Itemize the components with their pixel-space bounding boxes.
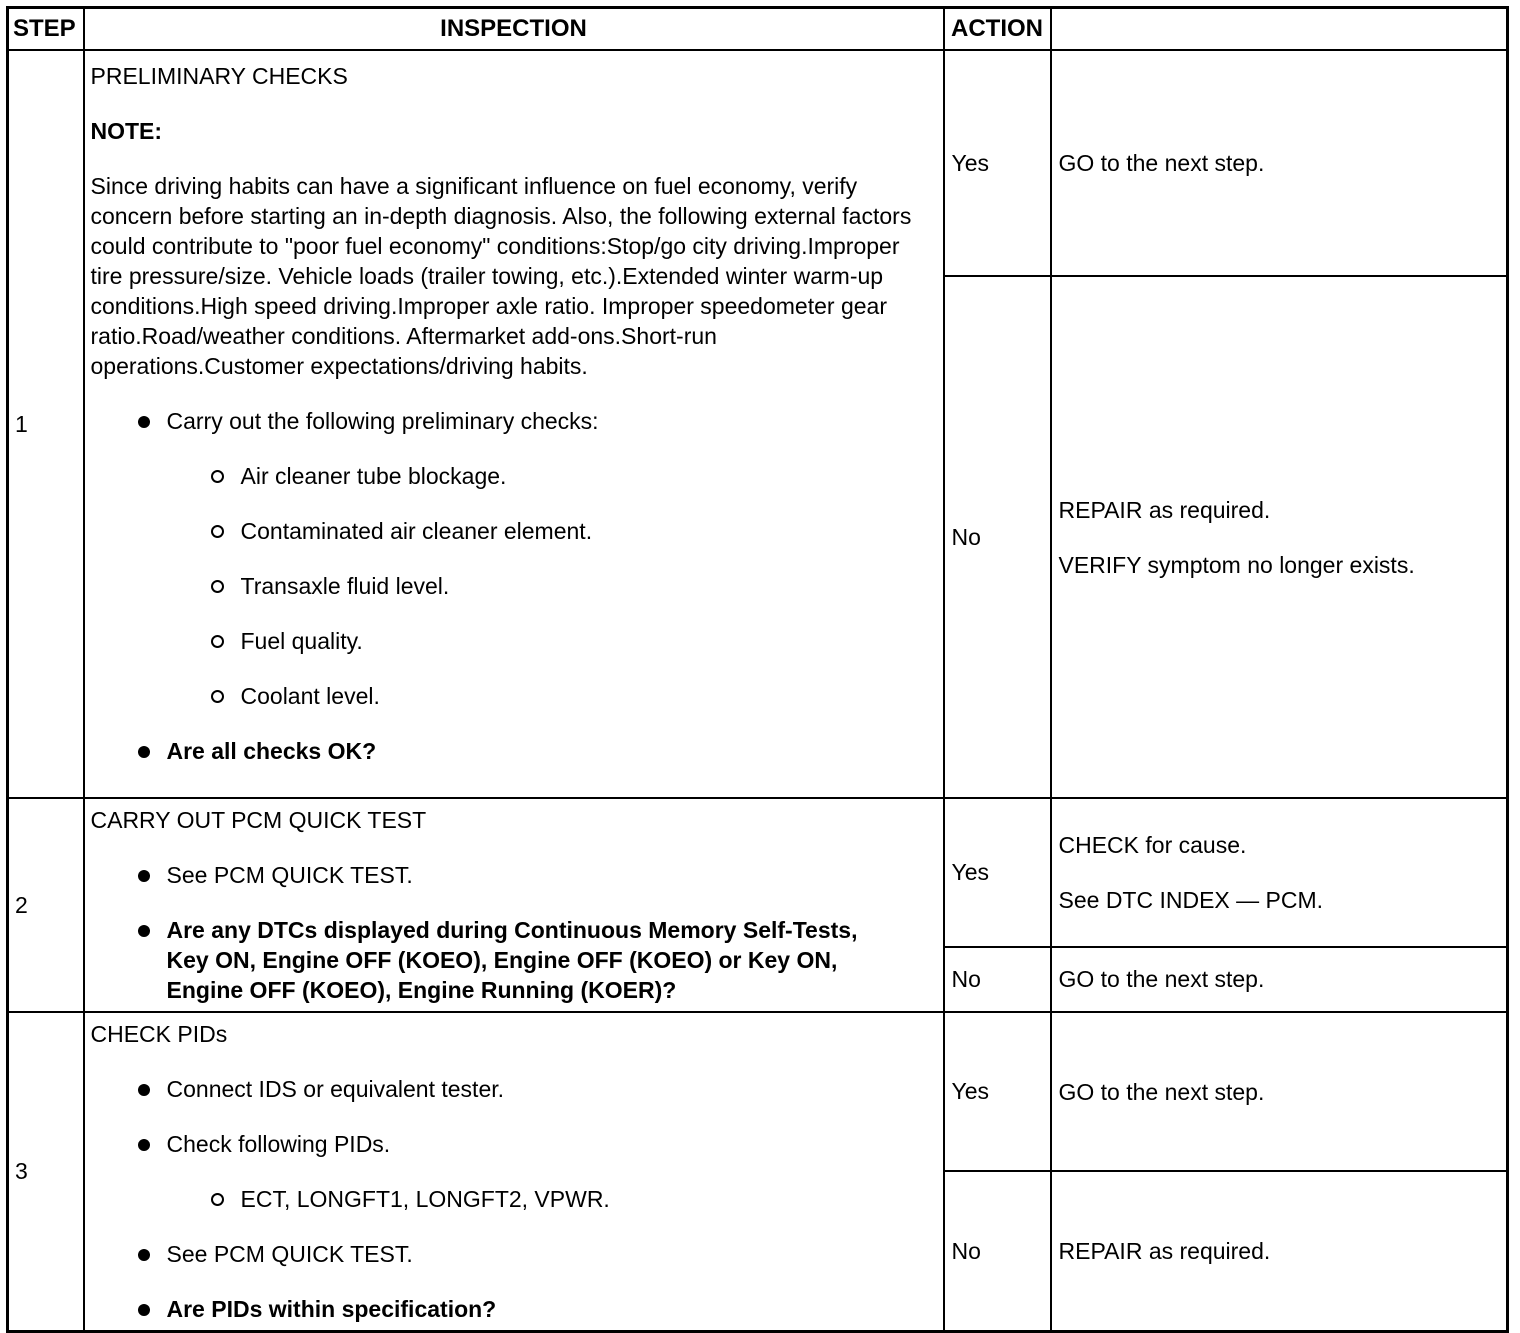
result-header bbox=[1051, 8, 1508, 51]
step-2-no-action: GO to the next step. bbox=[1051, 947, 1508, 1012]
sub-bullet-icon bbox=[211, 580, 224, 593]
step-3-number: 3 bbox=[8, 1012, 84, 1332]
inspection-header: INSPECTION bbox=[84, 8, 944, 51]
step-1-number: 1 bbox=[8, 50, 84, 798]
bullet-text: Carry out the following preliminary checks: bbox=[166, 408, 599, 434]
step-2-yes-action-line-1: CHECK for cause. bbox=[1058, 831, 1247, 858]
bullet-icon bbox=[138, 925, 150, 937]
step-1-no-action bbox=[1051, 276, 1508, 798]
step-3-bullet bbox=[91, 1239, 927, 1269]
step-1-sub-item bbox=[91, 626, 927, 656]
step-2-no-label: No bbox=[944, 947, 1051, 1012]
header-row bbox=[8, 8, 1508, 51]
step-3-yes-action: GO to the next step. bbox=[1051, 1012, 1508, 1171]
bullet-text: See PCM QUICK TEST. bbox=[166, 1241, 413, 1267]
step-2-question bbox=[91, 915, 927, 1005]
step-1-sub-item bbox=[91, 681, 927, 711]
bullet-text: Check following PIDs. bbox=[166, 1131, 391, 1157]
step-2-yes-label: Yes bbox=[944, 798, 1051, 947]
sub-item-text: ECT, LONGFT1, LONGFT2, VPWR. bbox=[240, 1186, 610, 1212]
step-1-sub-item bbox=[91, 461, 927, 491]
step-3-bullet bbox=[91, 1129, 927, 1159]
step-1-sub-item bbox=[91, 516, 927, 546]
step-1-note-text: Since driving habits can have a significant influence on fuel economy, verify concern before starting an in-depth diagnosis. Also, the following external factors could contribute to "poor fuel economy" conditions:Stop/go city driving.Improper tire pressure/size. Vehicle loads (trailer towing, etc.).Extended winter warm-up conditions.High speed driving.Improper axle ratio. Improper speedometer gear ratio.Road/weather conditions. Aftermarket add-ons.Short-run operations.Customer expectations/driving habits. bbox=[90, 173, 912, 379]
diagnostic-table bbox=[6, 6, 1509, 1333]
step-2-number: 2 bbox=[8, 798, 84, 1012]
question-text: Are PIDs within specification? bbox=[166, 1296, 497, 1322]
step-1-yes-action: GO to the next step. bbox=[1051, 50, 1508, 276]
step-3-title: CHECK PIDs bbox=[90, 1021, 228, 1047]
step-1-yes-label: Yes bbox=[944, 50, 1051, 276]
sub-bullet-icon bbox=[211, 690, 224, 703]
step-1-no-label: No bbox=[944, 276, 1051, 798]
step-3-no-label: No bbox=[944, 1171, 1051, 1331]
step-2-yes-row bbox=[8, 798, 1508, 947]
question-text: Are all checks OK? bbox=[166, 738, 377, 764]
bullet-icon bbox=[138, 870, 150, 882]
bullet-icon bbox=[138, 416, 150, 428]
step-1-no-action-line-2: VERIFY symptom no longer exists. bbox=[1058, 551, 1415, 578]
bullet-icon bbox=[138, 1139, 150, 1151]
step-1-question bbox=[91, 736, 927, 766]
sub-item-text: Contaminated air cleaner element. bbox=[240, 518, 593, 544]
sub-item-text: Air cleaner tube blockage. bbox=[240, 463, 507, 489]
step-3-question bbox=[91, 1294, 927, 1324]
step-3-no-action: REPAIR as required. bbox=[1051, 1171, 1508, 1331]
step-3-sub-item bbox=[91, 1184, 927, 1214]
step-3-inspection bbox=[84, 1012, 944, 1332]
step-1-sub-item bbox=[91, 571, 927, 601]
diagnostic-table-sheet bbox=[6, 6, 1509, 1333]
step-2-yes-action-line-2: See DTC INDEX — PCM. bbox=[1058, 886, 1324, 913]
step-header: STEP bbox=[8, 8, 84, 51]
step-1-no-action-line-1: REPAIR as required. bbox=[1058, 496, 1271, 523]
bullet-icon bbox=[138, 1304, 150, 1316]
step-1-note-label: NOTE: bbox=[90, 118, 163, 144]
sub-bullet-icon bbox=[211, 635, 224, 648]
step-2-bullet bbox=[91, 860, 927, 890]
step-3-yes-row bbox=[8, 1012, 1508, 1171]
bullet-icon bbox=[138, 1249, 150, 1261]
question-text: Are any DTCs displayed during Continuous Memory Self-Tests, Key ON, Engine OFF (KOEO), Engine OFF (KOEO) or Key ON, Engine OFF (KOEO), Engine Running (KOER)? bbox=[166, 917, 858, 1003]
bullet-icon bbox=[138, 1084, 150, 1096]
step-3-yes-label: Yes bbox=[944, 1012, 1051, 1171]
sub-item-text: Coolant level. bbox=[240, 683, 380, 709]
sub-bullet-icon bbox=[211, 470, 224, 483]
sub-bullet-icon bbox=[211, 525, 224, 538]
step-1-yes-row bbox=[8, 50, 1508, 276]
bullet-text: See PCM QUICK TEST. bbox=[166, 862, 413, 888]
step-1-inspection bbox=[84, 50, 944, 798]
step-3-bullet bbox=[91, 1074, 927, 1104]
sub-item-text: Transaxle fluid level. bbox=[240, 573, 450, 599]
step-2-title: CARRY OUT PCM QUICK TEST bbox=[90, 807, 427, 833]
sub-bullet-icon bbox=[211, 1193, 224, 1206]
action-header: ACTION bbox=[944, 8, 1051, 51]
step-2-inspection bbox=[84, 798, 944, 1012]
step-1-bullet-intro bbox=[91, 406, 927, 436]
step-1-title: PRELIMINARY CHECKS bbox=[90, 63, 348, 89]
sub-item-text: Fuel quality. bbox=[240, 628, 363, 654]
bullet-icon bbox=[138, 746, 150, 758]
bullet-text: Connect IDS or equivalent tester. bbox=[166, 1076, 505, 1102]
step-2-yes-action bbox=[1051, 798, 1508, 947]
